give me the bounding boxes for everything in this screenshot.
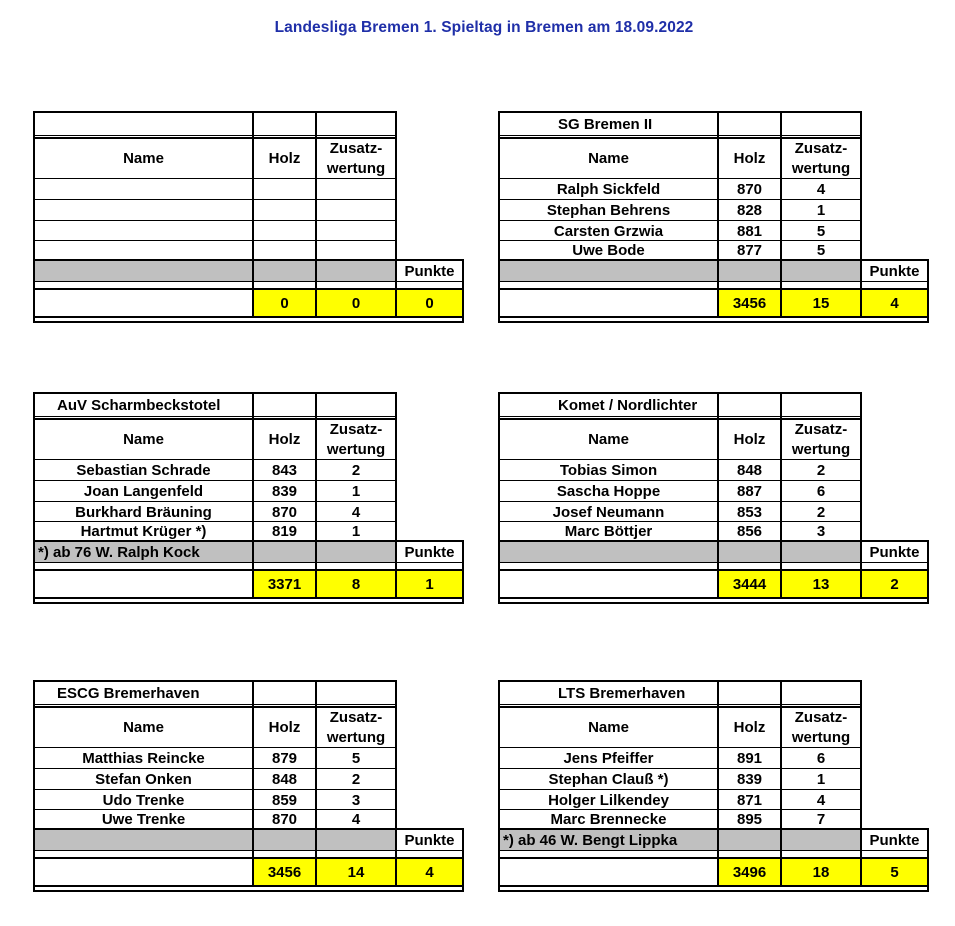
col-header-name: Name xyxy=(588,718,629,736)
player-zusatz: 1 xyxy=(816,770,826,788)
col-header-punkte: Punkte xyxy=(404,543,455,561)
zusatz-line-2: wertung xyxy=(326,729,386,746)
player-holz: 870 xyxy=(736,180,763,198)
player-holz xyxy=(254,241,315,260)
col-header-punkte: Punkte xyxy=(869,543,920,561)
col-header-holz: Holz xyxy=(268,718,301,736)
team-name: SG Bremen II xyxy=(558,115,653,133)
player-zusatz: 4 xyxy=(816,180,826,198)
player-holz: 828 xyxy=(736,201,763,219)
player-holz xyxy=(254,221,315,241)
col-header-punkte: Punkte xyxy=(404,262,455,280)
player-holz: 871 xyxy=(736,791,763,809)
player-zusatz: 1 xyxy=(351,523,361,540)
player-holz: 848 xyxy=(736,461,763,479)
zusatz-line-1: Zusatz- xyxy=(794,709,848,726)
col-header-zusatz xyxy=(317,420,395,460)
player-name: Joan Langenfeld xyxy=(83,482,204,500)
total-punkte: 1 xyxy=(397,571,462,597)
zusatz-line-2: wertung xyxy=(791,441,851,458)
team-name: AuV Scharmbeckstotel xyxy=(57,396,221,414)
team-table-4 xyxy=(498,392,929,604)
player-zusatz: 4 xyxy=(351,811,361,828)
player-zusatz: 5 xyxy=(816,222,826,240)
player-zusatz: 2 xyxy=(351,461,361,479)
team-name: ESCG Bremerhaven xyxy=(57,684,200,702)
player-holz xyxy=(254,200,315,220)
col-header-zusatz xyxy=(317,708,395,748)
player-name: Sebastian Schrade xyxy=(76,461,211,479)
col-header-holz: Holz xyxy=(268,430,301,448)
player-zusatz xyxy=(317,179,395,199)
total-zusatz: 18 xyxy=(782,859,860,885)
zusatz-line-2: wertung xyxy=(326,160,386,177)
team-note xyxy=(500,261,860,281)
col-header-name: Name xyxy=(123,718,164,736)
col-header-name: Name xyxy=(123,430,164,448)
player-name: Uwe Trenke xyxy=(101,811,186,828)
player-name: Carsten Grzwia xyxy=(553,222,664,240)
player-name xyxy=(35,241,252,260)
player-holz: 856 xyxy=(736,523,763,540)
col-header-zusatz xyxy=(782,420,860,460)
player-name: Stephan Clauß *) xyxy=(548,770,669,788)
total-holz: 0 xyxy=(254,290,315,316)
player-zusatz: 6 xyxy=(816,749,826,767)
zusatz-line-1: Zusatz- xyxy=(329,421,383,438)
player-name: Marc Brennecke xyxy=(550,811,667,828)
player-name: Sascha Hoppe xyxy=(556,482,661,500)
player-zusatz: 4 xyxy=(351,503,361,521)
player-holz: 848 xyxy=(271,770,298,788)
player-holz: 881 xyxy=(736,222,763,240)
total-holz: 3444 xyxy=(719,571,780,597)
col-header-holz: Holz xyxy=(733,149,766,167)
total-zusatz: 13 xyxy=(782,571,860,597)
zusatz-line-1: Zusatz- xyxy=(794,140,848,157)
player-zusatz: 2 xyxy=(816,503,826,521)
player-holz xyxy=(254,179,315,199)
player-name: Holger Lilkendey xyxy=(548,791,669,809)
col-header-zusatz xyxy=(782,139,860,179)
total-zusatz: 14 xyxy=(317,859,395,885)
team-note xyxy=(500,542,860,562)
player-name: Burkhard Bräuning xyxy=(75,503,212,521)
page-title: Landesliga Bremen 1. Spieltag in Bremen am 18.09.2022 xyxy=(274,19,694,36)
player-name xyxy=(35,221,252,241)
total-holz: 3456 xyxy=(719,290,780,316)
col-header-punkte: Punkte xyxy=(404,831,455,849)
team-table-6 xyxy=(498,680,929,892)
col-header-holz: Holz xyxy=(733,430,766,448)
total-zusatz: 8 xyxy=(317,571,395,597)
col-header-zusatz xyxy=(317,139,395,179)
total-punkte: 5 xyxy=(862,859,927,885)
col-header-name: Name xyxy=(588,149,629,167)
team-note: *) ab 76 W. Ralph Kock xyxy=(38,543,200,561)
player-holz: 819 xyxy=(271,523,298,540)
team-table-3 xyxy=(33,392,464,604)
player-zusatz: 2 xyxy=(816,461,826,479)
player-zusatz: 5 xyxy=(816,242,826,259)
team-name: LTS Bremerhaven xyxy=(558,684,686,702)
player-zusatz: 4 xyxy=(816,791,826,809)
player-zusatz: 3 xyxy=(816,523,826,540)
player-zusatz xyxy=(317,241,395,260)
player-holz: 870 xyxy=(271,503,298,521)
player-name: Stephan Behrens xyxy=(546,201,671,219)
team-note: *) ab 46 W. Bengt Lippka xyxy=(503,831,678,849)
player-holz: 877 xyxy=(736,242,763,259)
player-name: Hartmut Krüger *) xyxy=(80,523,207,540)
col-header-holz: Holz xyxy=(268,149,301,167)
zusatz-line-1: Zusatz- xyxy=(329,709,383,726)
team-name xyxy=(35,113,252,135)
team-table-1 xyxy=(33,111,464,323)
player-zusatz: 3 xyxy=(351,791,361,809)
total-holz: 3496 xyxy=(719,859,780,885)
player-name: Tobias Simon xyxy=(559,461,658,479)
col-header-name: Name xyxy=(123,149,164,167)
zusatz-line-1: Zusatz- xyxy=(329,140,383,157)
player-zusatz: 1 xyxy=(816,201,826,219)
total-punkte: 4 xyxy=(862,290,927,316)
total-holz: 3456 xyxy=(254,859,315,885)
player-holz: 859 xyxy=(271,791,298,809)
team-note xyxy=(35,261,395,281)
player-holz: 887 xyxy=(736,482,763,500)
total-punkte: 4 xyxy=(397,859,462,885)
col-header-name: Name xyxy=(588,430,629,448)
player-name: Stefan Onken xyxy=(95,770,192,788)
zusatz-line-2: wertung xyxy=(326,441,386,458)
player-zusatz: 1 xyxy=(351,482,361,500)
player-name: Josef Neumann xyxy=(552,503,665,521)
player-holz: 870 xyxy=(271,811,298,828)
player-holz: 891 xyxy=(736,749,763,767)
player-zusatz: 2 xyxy=(351,770,361,788)
player-zusatz xyxy=(317,221,395,241)
col-header-holz: Holz xyxy=(733,718,766,736)
team-table-2 xyxy=(498,111,929,323)
team-table-5 xyxy=(33,680,464,892)
col-header-punkte: Punkte xyxy=(869,262,920,280)
player-zusatz: 7 xyxy=(816,811,826,828)
total-zusatz: 15 xyxy=(782,290,860,316)
player-holz: 839 xyxy=(271,482,298,500)
player-zusatz: 6 xyxy=(816,482,826,500)
player-holz: 839 xyxy=(736,770,763,788)
player-name: Matthias Reincke xyxy=(82,749,205,767)
player-name: Jens Pfeiffer xyxy=(563,749,654,767)
player-name xyxy=(35,200,252,220)
total-punkte: 0 xyxy=(397,290,462,316)
total-punkte: 2 xyxy=(862,571,927,597)
zusatz-line-2: wertung xyxy=(791,729,851,746)
total-zusatz: 0 xyxy=(317,290,395,316)
player-name: Marc Böttjer xyxy=(564,523,653,540)
player-name xyxy=(35,179,252,199)
player-holz: 843 xyxy=(271,461,298,479)
player-name: Udo Trenke xyxy=(102,791,185,809)
team-name: Komet / Nordlichter xyxy=(558,396,698,414)
player-holz: 853 xyxy=(736,503,763,521)
player-holz: 879 xyxy=(271,749,298,767)
player-name: Uwe Bode xyxy=(572,242,645,259)
col-header-punkte: Punkte xyxy=(869,831,920,849)
zusatz-line-2: wertung xyxy=(791,160,851,177)
player-zusatz: 5 xyxy=(351,749,361,767)
total-holz: 3371 xyxy=(254,571,315,597)
zusatz-line-1: Zusatz- xyxy=(794,421,848,438)
player-name: Ralph Sickfeld xyxy=(556,180,661,198)
player-holz: 895 xyxy=(736,811,763,828)
col-header-zusatz xyxy=(782,708,860,748)
team-note xyxy=(35,830,395,850)
player-zusatz xyxy=(317,200,395,220)
